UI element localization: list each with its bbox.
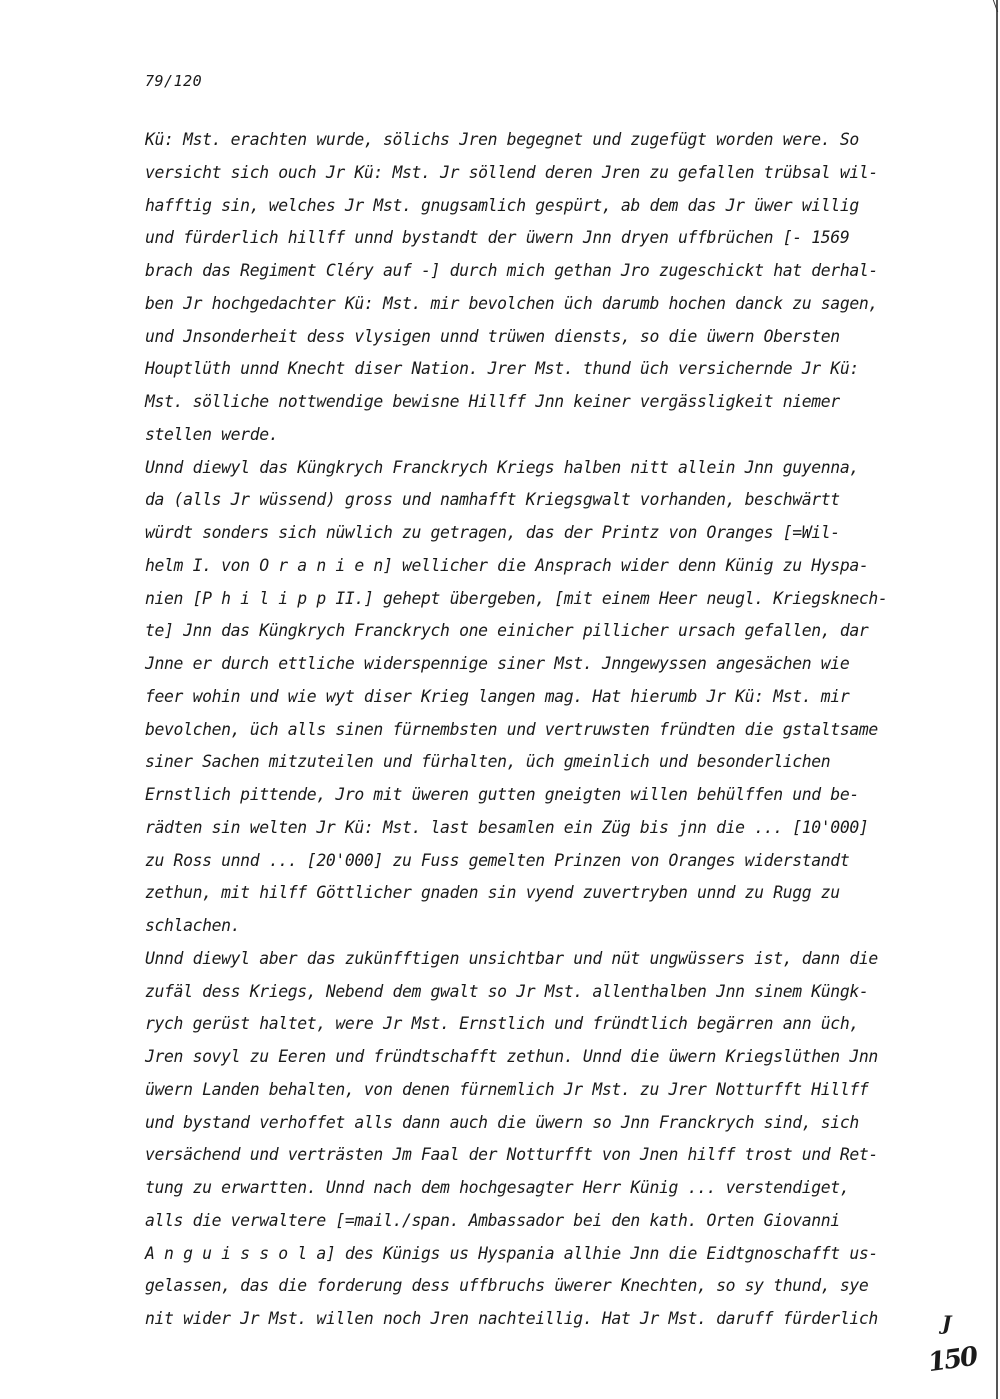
text-line: brach das Regiment Cléry auf -] durch mich gethan Jro zugeschickt hat derhal-	[145, 261, 878, 280]
text-line: stellen werde.	[145, 424, 279, 444]
text-line: Houptlüth unnd Knecht diser Nation. Jrer Mst. thund üch versichernde Jr Kü:	[145, 359, 859, 379]
text-line: würdt sonders sich nüwlich zu getragen, das der Printz von Oranges [=Wil-	[145, 523, 840, 542]
text-line: Mst. sölliche nottwendige bewisne Hillff Jnn keiner vergässligkeit niemer	[145, 392, 840, 411]
text-line: Ernstlich pittende, Jro mit üweren gutten gneigten willen behülffen und be-	[145, 785, 859, 804]
text-line: helm I. von O r a n i e n] wellicher die Ansprach wider denn Künig zu Hyspa-	[145, 555, 869, 575]
text-line: da (alls Jr wüssend) gross und namhafft Kriegsgwalt vorhanden, beschwärtt	[145, 490, 840, 510]
check-mark: J	[942, 1311, 952, 1335]
text-line: nien [P h i l i p p II.] gehept übergeben, [mit einem Heer neugl. Kriegsknech-	[145, 588, 888, 608]
text-line: siner Sachen mitzuteilen und fürhalten, üch gmeinlich und besonderlichen	[145, 752, 831, 772]
text-line: nit wider Jr Mst. willen noch Jren nachteillig. Hat Jr Mst. daruff fürderlich	[145, 1309, 878, 1328]
text-line: versicht sich ouch Jr Kü: Mst. Jr söllend deren Jren zu gefallen trübsal wil-	[145, 162, 878, 182]
text-line: tung zu erwartten. Unnd nach dem hochgesagter Herr Künig ... verstendiget,	[145, 1178, 850, 1197]
text-line: Jnne er durch ettliche widerspennige siner Mst. Jnngewyssen angesächen wie	[145, 654, 850, 673]
text-line: bevolchen, üch alls sinen fürnembsten und vertruwsten fründten die gstaltsame	[145, 719, 878, 739]
text-line: hafftig sin, welches Jr Mst. gnugsamlich gespürt, ab dem das Jr üwer willig	[145, 195, 859, 215]
text-line: Jren sovyl zu Eeren und fründtschafft zethun. Unnd die üwern Kriegslüthen Jnn	[145, 1047, 878, 1066]
text-line: zufäl dess Kriegs, Nebend dem gwalt so Jr Mst. allenthalben Jnn sinem Küngk-	[145, 981, 869, 1001]
text-line: alls die verwaltere [=mail./span. Ambassador bei den kath. Orten Giovanni	[145, 1210, 840, 1230]
folio-number: 150	[926, 1341, 979, 1379]
page-number: 79/120	[145, 72, 203, 90]
text-line: Kü: Mst. erachten wurde, sölichs Jren begegnet und zugefügt worden were. So	[145, 130, 859, 149]
text-line: te] Jnn das Küngkrych Franckrych one einicher pillicher ursach gefallen, dar	[145, 621, 869, 641]
text-line: versächend und verträsten Jm Faal der Notturfft von Jnen hilff trost und Ret-	[145, 1145, 878, 1165]
text-line: zu Ross unnd ... [20'000] zu Fuss gemelten Prinzen von Oranges widerstandt	[145, 850, 850, 870]
text-line: rädten sin welten Jr Kü: Mst. last besamlen ein Züg bis jnn die ... [10'000]	[145, 817, 869, 837]
text-line: und Jnsonderheit dess vlysigen unnd trüwen diensts, so die üwern Obersten	[145, 326, 840, 346]
text-line: und fürderlich hillff unnd bystandt der üwern Jnn dryen uffbrüchen [- 1569	[145, 228, 850, 248]
page-edge	[996, 0, 998, 1399]
text-line: rych gerüst haltet, were Jr Mst. Ernstlich und fründtlich begärren ann üch,	[145, 1014, 859, 1034]
text-line: Unnd diewyl aber das zukünfftigen unsichtbar und nüt ungwüssers ist, dann die	[145, 948, 878, 968]
text-line: üwern Landen behalten, von denen fürnemlich Jr Mst. zu Jrer Notturfft Hillff	[145, 1079, 869, 1099]
text-line: gelassen, das die forderung dess uffbruchs üwerer Knechten, so sy thund, sye	[145, 1276, 869, 1296]
text-line: ben Jr hochgedachter Kü: Mst. mir bevolchen üch darumb hochen danck zu sagen,	[145, 293, 878, 313]
text-line: schlachen.	[145, 916, 241, 935]
text-line: und bystand verhoffet alls dann auch die üwern so Jnn Franckrych sind, sich	[145, 1112, 859, 1132]
archive-stamp	[922, 1311, 982, 1391]
text-line: A n g u i s s o l a] des Künigs us Hyspania allhie Jnn die Eidtgnoschafft us-	[145, 1243, 878, 1263]
text-line: feer wohin und wie wyt diser Krieg langen mag. Hat hierumb Jr Kü: Mst. mir	[145, 686, 850, 706]
text-line: Unnd diewyl das Küngkrych Franckrych Kriegs halben nitt allein Jnn guyenna,	[145, 457, 859, 477]
text-line: zethun, mit hilff Göttlicher gnaden sin vyend zuvertryben unnd zu Rugg zu	[145, 883, 840, 903]
document-body	[145, 124, 935, 1336]
